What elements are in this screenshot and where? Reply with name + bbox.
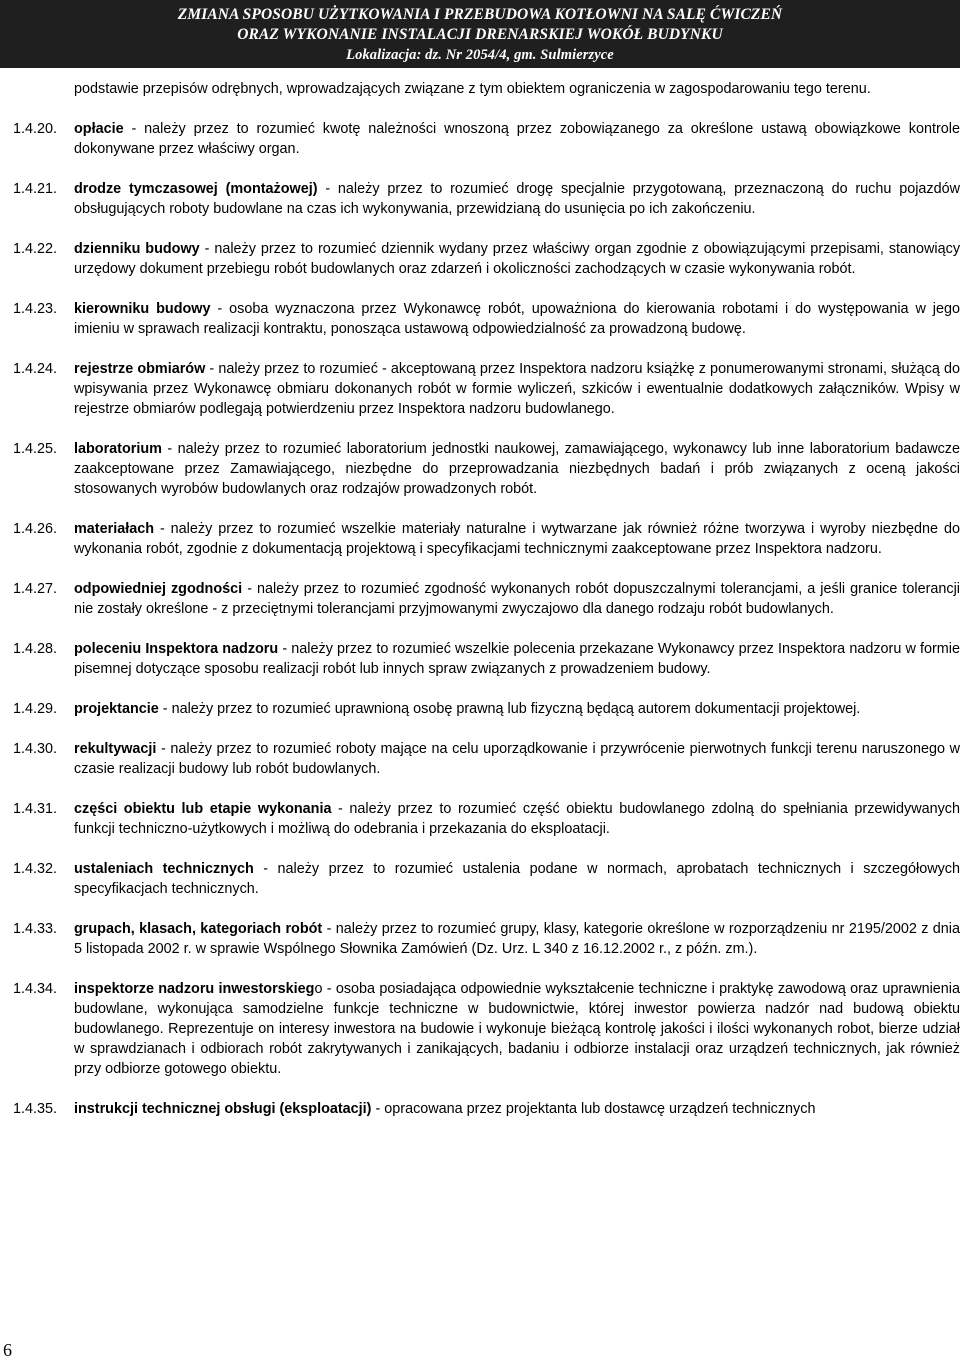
definition-term: materiałach bbox=[74, 521, 154, 537]
definition-text: - należy przez to rozumieć wszelkie polecenia przekazane Wykonawcy przez Inspektora nadzoru w formie pisemnej dotyczące sposobu realizacji robót lub innych spraw związanych z prowadzeniem budowy. bbox=[74, 641, 960, 677]
definition-body bbox=[74, 919, 960, 959]
definition-number: 1.4.26. bbox=[13, 521, 58, 537]
definition-entry bbox=[13, 639, 960, 679]
definition-number: 1.4.29. bbox=[13, 701, 58, 717]
definition-text: - należy przez to rozumieć część obiektu budowlanego zdolną do spełniania przewidywanych funkcji techniczno-użytkowych i możliwą do odebrania i przekazania do eksploatacji. bbox=[74, 801, 960, 837]
definition-body bbox=[74, 179, 960, 219]
header-title-line-1: ZMIANA SPOSOBU UŻYTKOWANIA I PRZEBUDOWA KOTŁOWNI NA SALĘ ĆWICZEŃ bbox=[177, 6, 783, 23]
header-title-line-2: ORAZ WYKONANIE INSTALACJI DRENARSKIEJ WOKÓŁ BUDYNKU bbox=[237, 26, 723, 43]
definition-term: części obiektu lub etapie wykonania bbox=[74, 801, 332, 817]
definition-term: grupach, klasach, kategoriach robót bbox=[74, 921, 323, 937]
definition-term: laboratorium bbox=[74, 441, 162, 457]
document-body bbox=[13, 79, 960, 1119]
definition-entry bbox=[13, 179, 960, 219]
definition-body bbox=[74, 739, 960, 779]
definition-entry bbox=[13, 239, 960, 279]
definition-entry bbox=[13, 579, 960, 619]
definition-body bbox=[74, 1099, 960, 1119]
definition-term: opłacie bbox=[74, 121, 124, 137]
definition-text: - należy przez to rozumieć drogę specjalnie przygotowaną, przeznaczoną do ruchu pojazdów obsługujących roboty budowlane na czas ich wykonywania, przewidzianą do usunięcia po ich zakończeniu. bbox=[74, 181, 960, 217]
definition-entry bbox=[13, 799, 960, 839]
definition-text: - należy przez to rozumieć laboratorium jednostki naukowej, zamawiającego, wykonawcy lub inne laboratorium badawcze zaakceptowane przez Zamawiającego, niezbędne do przeprowadzania niezbędnych badań i prób związanych z oceną jakości stosowanych wyrobów budowlanych oraz rodzajów prowadzonych robót. bbox=[74, 441, 960, 497]
continuation-paragraph: podstawie przepisów odrębnych, wprowadzających związane z tym obiektem ograniczenia w zagospodarowaniu tego terenu. bbox=[74, 81, 871, 97]
definition-entry bbox=[13, 1099, 960, 1119]
definition-text: - osoba wyznaczona przez Wykonawcę robót, upoważniona do kierowania robotami i do występowania w jego imieniu w sprawach realizacji kontraktu, ponosząca ustawową odpowiedzialność za prowadzoną budowę. bbox=[74, 301, 960, 337]
definition-number: 1.4.30. bbox=[13, 741, 58, 757]
definition-entry bbox=[13, 979, 960, 1079]
definition-number: 1.4.33. bbox=[13, 921, 58, 937]
definition-entry bbox=[13, 739, 960, 779]
definition-number: 1.4.31. bbox=[13, 801, 58, 817]
definition-body bbox=[74, 799, 960, 839]
definition-entry bbox=[13, 119, 960, 159]
definition-text: - opracowana przez projektanta lub dostawcę urządzeń technicznych bbox=[371, 1101, 816, 1117]
definition-text: o - osoba posiadająca odpowiednie wykształcenie techniczne i praktykę zawodową oraz uprawnienia budowlane, wykonująca samodzielne funkcje techniczne w budownictwie, której inwestor powierza nadzór nad budową obiektu budowlanego. Reprezentuje on interesy inwestora na budowie i wykonuje bieżącą kontrolę jakości i ilości wykonanych robot, bierze udział w sprawdzianach i odbiorach robót zakrytywanych i zanikających, badaniu i odbiorze instalacji oraz urządzeń technicznych, jak również przy odbiorze gotowego obiektu. bbox=[74, 981, 960, 1077]
definition-number: 1.4.25. bbox=[13, 441, 58, 457]
definition-term: rejestrze obmiarów bbox=[74, 361, 206, 377]
definition-term: poleceniu Inspektora nadzoru bbox=[74, 641, 279, 657]
definition-number: 1.4.20. bbox=[13, 121, 58, 137]
definition-body bbox=[74, 239, 960, 279]
definition-body bbox=[74, 299, 960, 339]
definition-entry bbox=[13, 699, 960, 719]
header-location: Lokalizacja: dz. Nr 2054/4, gm. Sulmierzyce bbox=[346, 47, 614, 63]
definition-number: 1.4.35. bbox=[13, 1101, 58, 1117]
definition-body bbox=[74, 699, 960, 719]
definition-text: - należy przez to rozumieć - akceptowaną przez Inspektora nadzoru książkę z ponumerowanymi stronami, służącą do wpisywania przez Wykonawcę obmiaru dokonanych robót w formie wyliczeń, szkiców i ewentualnie dodatkowych załączników. Wpisy w rejestrze obmiarów podlegają potwierdzeniu przez Inspektora nadzoru budowlanego. bbox=[74, 361, 960, 417]
definition-entry bbox=[13, 859, 960, 899]
definition-body bbox=[74, 639, 960, 679]
definition-term: projektancie bbox=[74, 701, 159, 717]
definition-number: 1.4.27. bbox=[13, 581, 58, 597]
definition-number: 1.4.22. bbox=[13, 241, 58, 257]
definition-number: 1.4.28. bbox=[13, 641, 58, 657]
definition-entry bbox=[13, 439, 960, 499]
definition-text: - należy przez to rozumieć wszelkie materiały naturalne i wytwarzane jak również różne tworzywa i wyroby niezbędne do wykonania robót, zgodnie z dokumentacją projektową i specyfikacjami technicznymi zaakceptowane przez Inspektora nadzoru. bbox=[74, 521, 960, 557]
definition-text: - należy przez to rozumieć zgodność wykonanych robót dopuszczalnymi tolerancjami, a jeśli granice tolerancji nie zostały określone - z przeciętnymi tolerancjami przyjmowanymi zwyczajowo dla danego rodzaju robót budowlanych. bbox=[74, 581, 960, 617]
definition-body bbox=[74, 979, 960, 1079]
definition-text: - należy przez to rozumieć roboty mające na celu uporządkowanie i przywrócenie pierwotnych funkcji terenu naruszonego w czasie realizacji budowy lub robót budowlanych. bbox=[74, 741, 960, 777]
definition-body bbox=[74, 579, 960, 619]
definition-body bbox=[74, 439, 960, 499]
definition-term: dzienniku budowy bbox=[74, 241, 200, 257]
definition-term: drodze tymczasowej (montażowej) bbox=[74, 181, 318, 197]
definition-text: - należy przez to rozumieć uprawnioną osobę prawną lub fizyczną będącą autorem dokumentacji projektowej. bbox=[158, 701, 861, 717]
definition-term: instrukcji technicznej obsługi (eksploatacji) bbox=[74, 1101, 372, 1117]
definition-term: inspektorze nadzoru inwestorskieg bbox=[74, 981, 315, 997]
definition-text: - należy przez to rozumieć dziennik wydany przez właściwy organ zgodnie z obowiązującymi przepisami, stanowiący urzędowy dokument przebiegu robót budowlanych oraz zdarzeń i okoliczności zachodzących w czasie wykonywania robót. bbox=[74, 241, 960, 277]
definition-number: 1.4.23. bbox=[13, 301, 58, 317]
page-number: 6 bbox=[3, 1340, 12, 1360]
definition-number: 1.4.34. bbox=[13, 981, 58, 997]
definition-entry bbox=[13, 299, 960, 339]
definition-term: ustaleniach technicznych bbox=[74, 861, 254, 877]
definition-entry bbox=[13, 359, 960, 419]
definition-body bbox=[74, 519, 960, 559]
definition-term: kierowniku budowy bbox=[74, 301, 211, 317]
document-header bbox=[0, 0, 960, 68]
definition-number: 1.4.24. bbox=[13, 361, 58, 377]
definition-term: odpowiedniej zgodności bbox=[74, 581, 243, 597]
definition-body bbox=[74, 859, 960, 899]
definition-text: - należy przez to rozumieć kwotę należności wnoszoną przez zobowiązanego za określone ustawą obowiązkowe kontrole dokonywane przez właściwy organ. bbox=[74, 121, 960, 157]
definition-text: - należy przez to rozumieć ustalenia podane w normach, aprobatach technicznych i szczegółowych specyfikacjach technicznych. bbox=[74, 861, 960, 897]
definitions-list bbox=[13, 119, 960, 1119]
definition-entry bbox=[13, 919, 960, 959]
definition-term: rekultywacji bbox=[74, 741, 157, 757]
definition-number: 1.4.32. bbox=[13, 861, 58, 877]
definition-entry bbox=[13, 519, 960, 559]
definition-text: - należy przez to rozumieć grupy, klasy, kategorie określone w rozporządzeniu nr 2195/2002 z dnia 5 listopada 2002 r. w sprawie Wspólnego Słownika Zamówień (Dz. Urz. L 340 z 16.12.2002 r., z późn. zm.). bbox=[74, 921, 960, 957]
definition-number: 1.4.21. bbox=[13, 181, 58, 197]
definition-body bbox=[74, 119, 960, 159]
definition-body bbox=[74, 359, 960, 419]
